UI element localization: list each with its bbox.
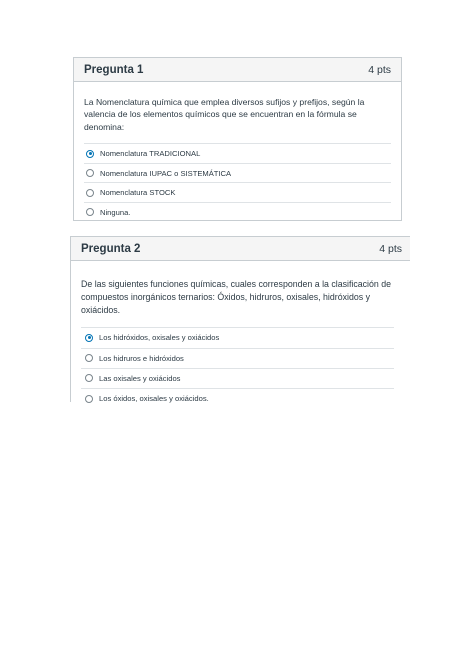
radio-unselected-icon[interactable] [85,354,93,362]
radio-unselected-icon[interactable] [85,395,93,403]
answer-label: Nomenclatura TRADICIONAL [100,149,201,159]
question-points: 4 pts [368,63,391,76]
question-text: De las siguientes funciones químicas, cuales corresponden a la clasificación de compuestos inorgánicos ternarios: Óxidos, hidruros, oxisales, hidróxidos y oxiácidos. [81,279,392,315]
question-body [74,82,401,221]
answer-option[interactable] [81,348,394,368]
question-card-2 [70,236,410,402]
question-header [71,237,410,261]
answer-list [84,143,391,221]
answer-option[interactable] [84,202,391,222]
answer-label: Los hidruros e hidróxidos [99,353,184,363]
radio-unselected-icon[interactable] [86,169,94,177]
question-title: Pregunta 1 [84,63,144,76]
question-title: Pregunta 2 [81,242,141,255]
answer-label: Los hidróxidos, oxisales y oxiácidos [99,333,220,343]
question-body [71,261,410,408]
answer-label: Los óxidos, oxisales y oxiácidos. [99,394,209,404]
answer-label: Nomenclatura STOCK [100,188,176,198]
answer-option[interactable] [81,327,394,347]
question-card-1 [73,57,402,221]
radio-unselected-icon[interactable] [86,189,94,197]
answer-option[interactable] [84,143,391,163]
answer-option[interactable] [81,388,394,408]
radio-selected-icon[interactable] [86,150,94,158]
answer-option[interactable] [81,368,394,388]
radio-unselected-icon[interactable] [85,374,93,382]
question-header [74,58,401,82]
answer-label: Ninguna. [100,207,131,217]
answer-option[interactable] [84,163,391,183]
answer-label: Las oxisales y oxiácidos [99,373,181,383]
answer-list [81,327,400,408]
radio-selected-icon[interactable] [85,334,93,342]
answer-label: Nomenclatura IUPAC o SISTEMÁTICA [100,168,232,178]
radio-unselected-icon[interactable] [86,208,94,216]
question-points: 4 pts [379,242,402,255]
question-text: La Nomenclatura química que emplea diversos sufijos y prefijos, según la valencia de los elementos químicos que se encuentran en la fórmula se denomina: [84,97,365,132]
answer-option[interactable] [84,182,391,202]
